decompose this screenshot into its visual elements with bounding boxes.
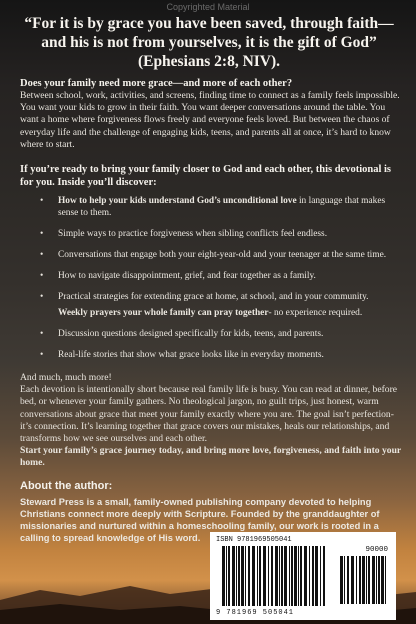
list-item — [20, 328, 404, 340]
list-item — [20, 195, 404, 219]
list-item-text: Simple ways to practice forgiveness when sibling conflicts feel endless. — [58, 229, 328, 239]
call-to-action: Start your family’s grace journey today, and bring more love, forgiveness, and faith into your home. — [20, 445, 401, 469]
list-item-text: Conversations that engage both your eight-year-old and your teenager at the same time. — [58, 250, 387, 260]
list-item-text: Discussion questions designed specifically for kids, teens, and parents. — [58, 329, 324, 339]
features-list — [20, 195, 404, 370]
section-need-grace — [20, 77, 404, 151]
list-item — [20, 228, 404, 240]
list-item — [20, 349, 404, 361]
list-item — [20, 291, 404, 303]
list-item-bold: How to help your kids understand God’s unconditional love — [58, 196, 297, 206]
list-item-text: - no experience required. — [268, 308, 363, 318]
list-item-bold: Weekly prayers your whole family can pray together — [58, 308, 269, 318]
barcode-bars — [340, 556, 386, 604]
list-item-text: Practical strategies for extending grace at home, at school, and in your community. — [58, 292, 369, 302]
isbn-barcode — [210, 532, 396, 620]
closing-section — [20, 372, 404, 470]
list-item — [20, 270, 404, 282]
inside-intro: If you’re ready to bring your family closer to God and each other, this devotional is for you. Inside you’ll discover: — [20, 164, 392, 188]
price-code: 90000 — [365, 546, 388, 554]
scripture-quote: “For it is by grace you have been saved, through faith—and his is not from yourselves, it is the gift of God” (Ephesians 2:8, NIV). — [24, 15, 394, 70]
copyright-watermark: Copyrighted Material — [166, 2, 250, 12]
isbn-number: ISBN 9781969505041 — [216, 536, 292, 544]
barcode-bars — [222, 546, 326, 606]
author-heading: About the author: — [20, 480, 113, 492]
author-text: Steward Press is a small, family-owned publishing company devoted to helping Christians connect more deeply with Scripture. Founded by the granddaughter of missionaries and nurtured within a homeschooling family, our work is rooted in a calling to spread knowledge of His word. — [20, 497, 380, 543]
closing-text: Each devotion is intentionally short because real family life is busy. You can read at dinner, before bed, or whenever your family gathers. No theological jargon, no guilt trips, just honest, warm conversations about grace that meet your family exactly where you are. The goal isn’t perfection- it’s connection. It’s learning together that grace covers our mistakes, heals our relationships, and transforms how we see ourselves and each other. — [20, 384, 398, 445]
section-text: Between school, work, activities, and screens, finding time to connect as a family feels impossible. You want your kids to grow in their faith. You want deeper conversations around the table. You want a home where forgiveness flows freely and everyone feels loved. But between the chaos of everyday life and the challenge of engaging kids, teens, and parents all at once, it’s hard to know where to start. — [20, 90, 400, 150]
list-item-text: How to navigate disappointment, grief, and fear together as a family. — [58, 271, 316, 281]
closing-lead: And much, much more! — [20, 372, 112, 383]
list-item-text: Real-life stories that show what grace looks like in everyday moments. — [58, 350, 324, 360]
section-heading: Does your family need more grace—and more of each other? — [20, 78, 293, 89]
list-item — [20, 307, 404, 319]
barcode-digits: 9 781969 505041 — [216, 609, 295, 617]
list-item-text: in language that makes sense to them. — [58, 196, 386, 218]
list-item — [20, 249, 404, 261]
